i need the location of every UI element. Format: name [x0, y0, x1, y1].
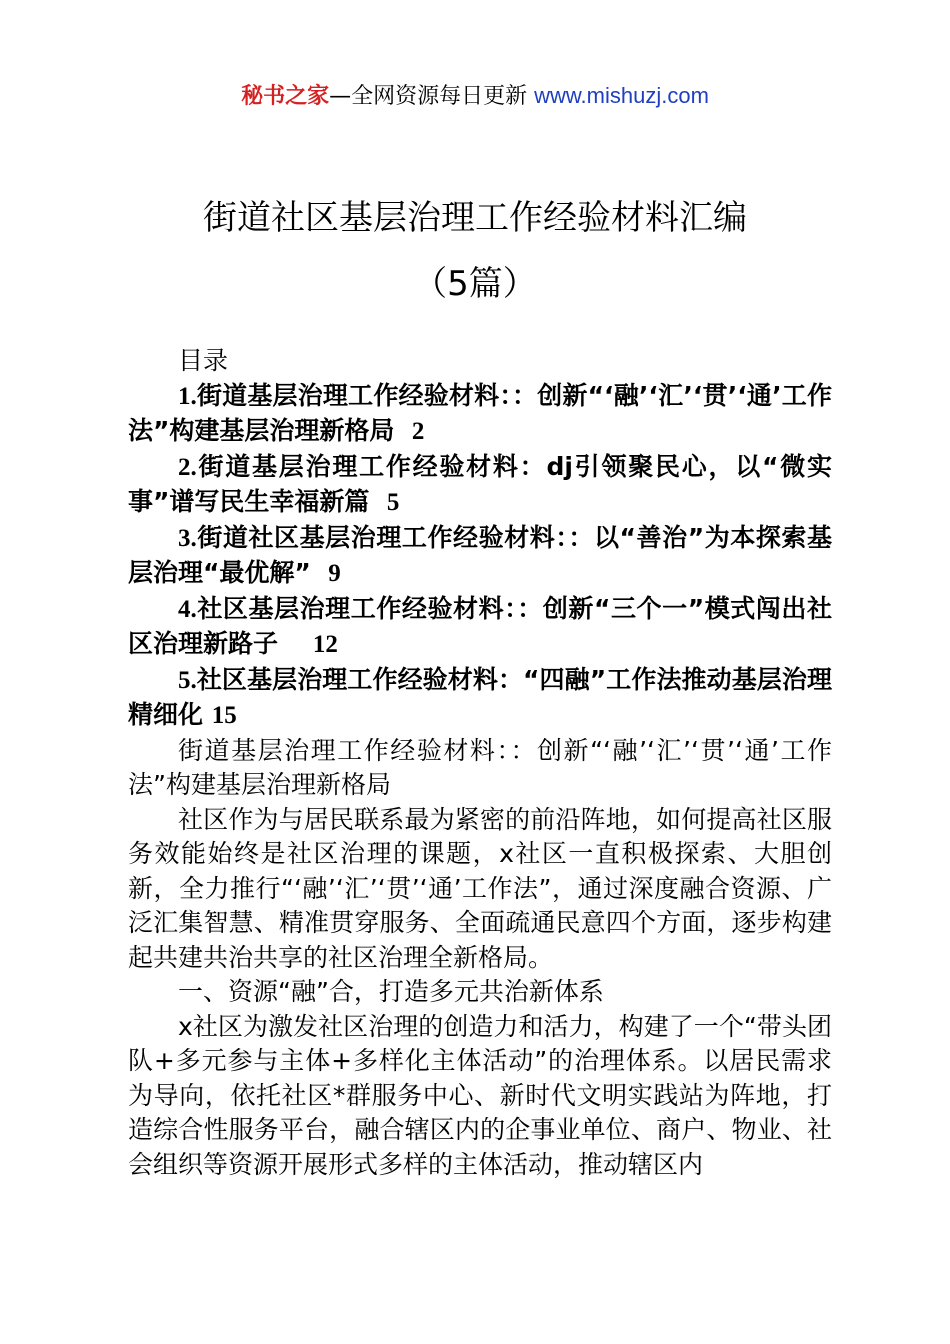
toc-item-number: 3. — [178, 524, 197, 552]
toc-item-number: 2. — [178, 453, 197, 481]
toc-item[interactable] — [128, 450, 832, 521]
site-url[interactable]: www.mishuzj.com — [534, 83, 709, 108]
table-of-contents — [128, 344, 832, 734]
toc-item[interactable] — [128, 379, 832, 450]
toc-item-number: 4. — [178, 595, 197, 623]
toc-item[interactable] — [128, 663, 832, 734]
document-body — [128, 344, 832, 1182]
toc-item[interactable] — [128, 592, 832, 663]
site-header — [0, 80, 950, 113]
article-title: 街道基层治理工作经验材料：：创新“‘融’‘汇’‘贯’‘通’工作法”构建基层治理新格局 — [128, 735, 832, 799]
toc-item-page: 15 — [211, 702, 237, 729]
toc-item-text: 社区基层治理工作经验材料：“四融”工作法推动基层治理精细化 — [128, 664, 832, 729]
toc-item-number: 5. — [178, 666, 197, 694]
toc-item-page: 12 — [312, 631, 338, 658]
section-heading: 一、资源“融”合，打造多元共治新体系 — [178, 977, 604, 1006]
body-paragraph: 社区作为与居民联系最为紧密的前沿阵地，如何提高社区服务效能始终是社区治理的课题，x社区一直积极探索、大胆创新，全力推行“‘融’‘汇’‘贯’‘通’工作法”，通过深度融合资源、广泛汇集智慧、精准贯穿服务、全面疏通民意四个方面，逐步构建起共建共治共享的社区治理全新格局。 — [128, 804, 832, 972]
toc-item-number: 1. — [178, 382, 197, 410]
toc-item-text: 社区基层治理工作经验材料：：创新“三个一”模式闯出社区治理新路子 — [128, 593, 832, 658]
toc-item-page: 5 — [386, 489, 400, 516]
toc-item-text: 街道基层治理工作经验材料：dj引领聚民心，以“微实事”谱写民生幸福新篇 — [128, 451, 832, 516]
brand-name: 秘书之家 — [241, 84, 330, 109]
toc-item-text: 街道社区基层治理工作经验材料：：以“善治”为本探索基层治理“最优解” — [128, 522, 832, 587]
toc-item[interactable] — [128, 521, 832, 592]
toc-heading: 目录 — [178, 346, 229, 375]
toc-item-page: 2 — [411, 418, 425, 445]
toc-item-text: 街道基层治理工作经验材料：：创新“‘融’‘汇’‘贯’‘通’工作法”构建基层治理新格局 — [128, 380, 832, 445]
body-paragraph: x社区为激发社区治理的创造力和活力，构建了一个“带头团队+多元参与主体+多样化主体活动”的治理体系。以居民需求为导向，依托社区*群服务中心、新时代文明实践站为阵地，打造综合性服务平台，融合辖区内的企事业单位、商户、物业、社会组织等资源开展形式多样的主体活动，推动辖区内 — [128, 1011, 832, 1179]
toc-item-page: 9 — [328, 560, 341, 587]
document-subtitle: （5篇） — [413, 264, 537, 304]
document-title: 街道社区基层治理工作经验材料汇编 — [203, 198, 747, 238]
header-slogan: —全网资源每日更新 — [329, 84, 528, 109]
